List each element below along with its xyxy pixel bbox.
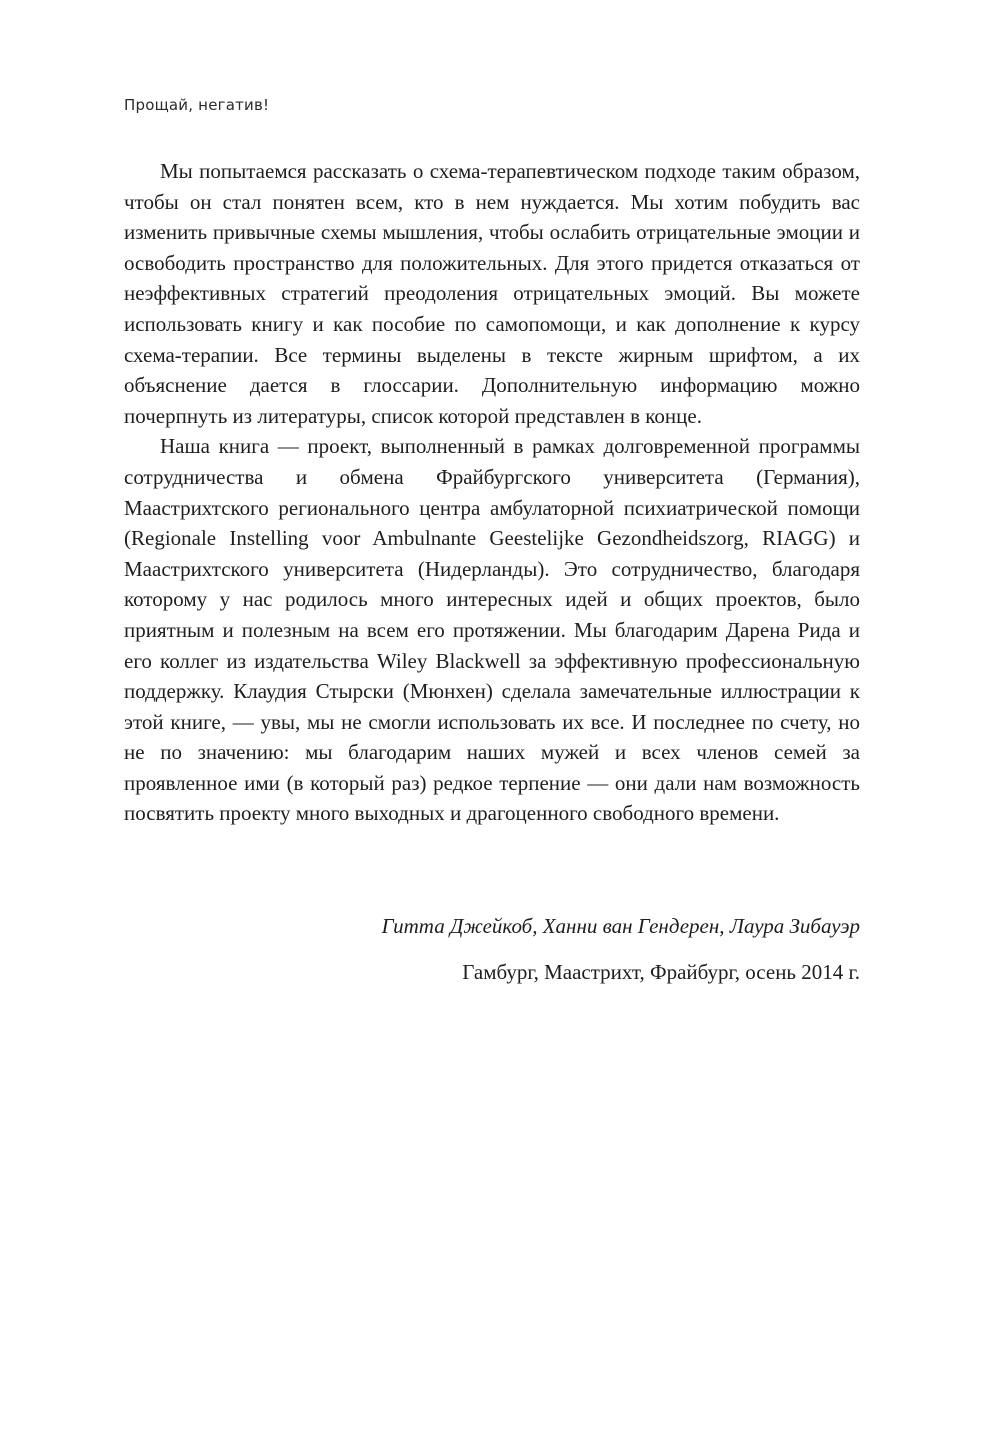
place-and-date: Гамбург, Маастрихт, Фрайбург, осень 2014 г.	[462, 960, 860, 984]
body-text	[124, 156, 860, 829]
paragraph-acknowledgements: Наша книга — проект, выполненный в рамках долговременной программы сотрудничества и обмена Фрайбургского университета (Германия), Маастрихтского регионального центра амбулаторной психиатрической помощи (Regionale Instelling voor Ambulnante Geestelijke Gezondheidszorg, RIAGG) и Маастрихтского университета (Нидерланды). Это сотрудничество, благодаря которому у нас родилось много интересных идей и общих проектов, было приятным и полезным на всем его протяжении. Мы благодарим Дарена Рида и его коллег из издательства Wiley Blackwell за эффективную профессиональную поддержку. Клаудия Стырски (Мюнхен) сделала замечательные иллюстрации к этой книге, — увы, мы не смогли использовать их все. И последнее по счету, но не по значению: мы благодарим наших мужей и всех членов семей за проявленное ими (в который раз) редкое терпение — они дали нам возможность посвятить проекту много выходных и драгоценного свободного времени.	[124, 434, 860, 826]
paragraph-intro: Мы попытаемся рассказать о схема-терапевтическом подходе таким образом, чтобы он стал понятен всем, кто в нем нуждается. Мы хотим побудить вас изменить привычные схемы мышления, чтобы ослабить отрицательные эмоции и освободить пространство для положительных. Для этого придется отказаться от неэффективных стратегий преодоления отрицательных эмоций. Вы можете использовать книгу и как пособие по самопомощи, и как дополнение к курсу схема-терапии. Все термины выделены в тексте жирным шрифтом, а их объяснение дается в глоссарии. Дополнительную информацию можно почерпнуть из литературы, список которой представлен в конце.	[124, 159, 860, 428]
running-head: Прощай, негатив!	[124, 96, 270, 114]
authors-signature: Гитта Джейкоб, Ханни ван Гендерен, Лаура Зибауэр	[381, 914, 860, 938]
